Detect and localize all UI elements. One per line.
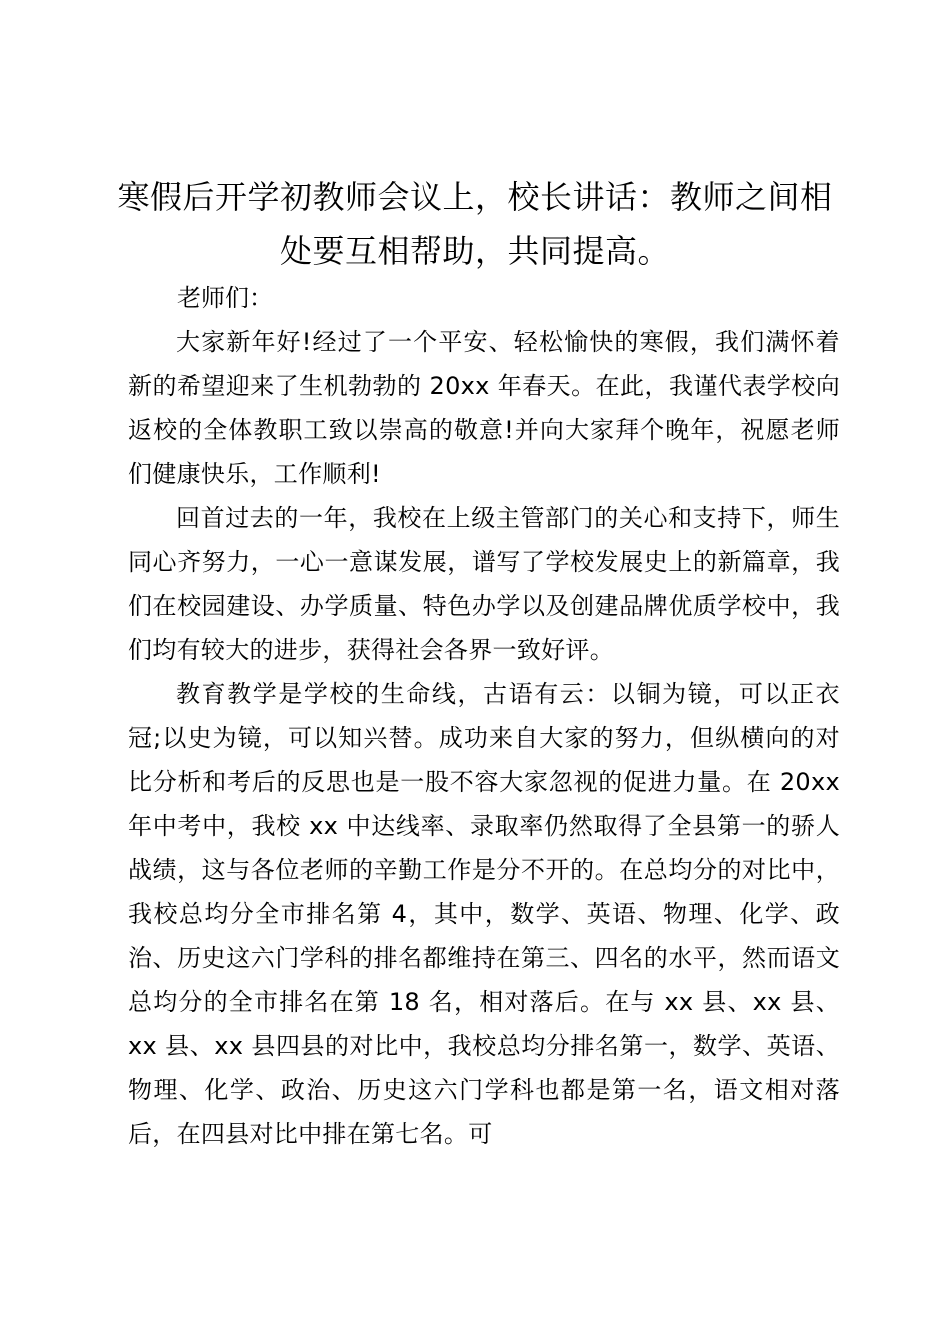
paragraph-teaching: 教育教学是学校的生命线，古语有云：以铜为镜，可以正衣冠;以史为镜，可以知兴替。成功来自大家的努力，但纵横向的对比分析和考后的反思也是一股不容大家忽视的促进力量。在 20xx 年中考中，我校 xx 中达线率、录取率仍然取得了全县第一的骄人战绩，这与各位老师的辛勤工作是分不开的。在总均分的对比中，我校总均分全市排名第 4，其中，数学、英语、物理、化学、政治、历史这六门学科的排名都维持在第三、四名的水平，然而语文总均分的全市排名在第 18 名，相对落后。在与 xx 县、xx 县、xx 县、xx 县四县的对比中，我校总均分排名第一，数学、英语、物理、化学、政治、历史这六门学科也都是第一名，语文相对落后，在四县对比中排在第七名。可 [128, 680, 840, 1148]
document-title: 寒假后开学初教师会议上，校长讲话：教师之间相处要互相帮助，共同提高。 [117, 178, 833, 270]
paragraph-greeting: 大家新年好!经过了一个平安、轻松愉快的寒假，我们满怀着新的希望迎来了生机勃勃的 20xx 年春天。在此，我谨代表学校向返校的全体教职工致以崇高的敬意!并向大家拜个晚年，祝愿老师们健康快乐，工作顺利! [128, 328, 840, 488]
paragraph-review: 回首过去的一年，我校在上级主管部门的关心和支持下，师生同心齐努力，一心一意谋发展，谱写了学校发展史上的新篇章，我们在校园建设、办学质量、特色办学以及创建品牌优质学校中，我们均有较大的进步，获得社会各界一致好评。 [128, 504, 840, 664]
document-body [128, 320, 840, 1156]
salutation: 老师们： [177, 284, 273, 312]
